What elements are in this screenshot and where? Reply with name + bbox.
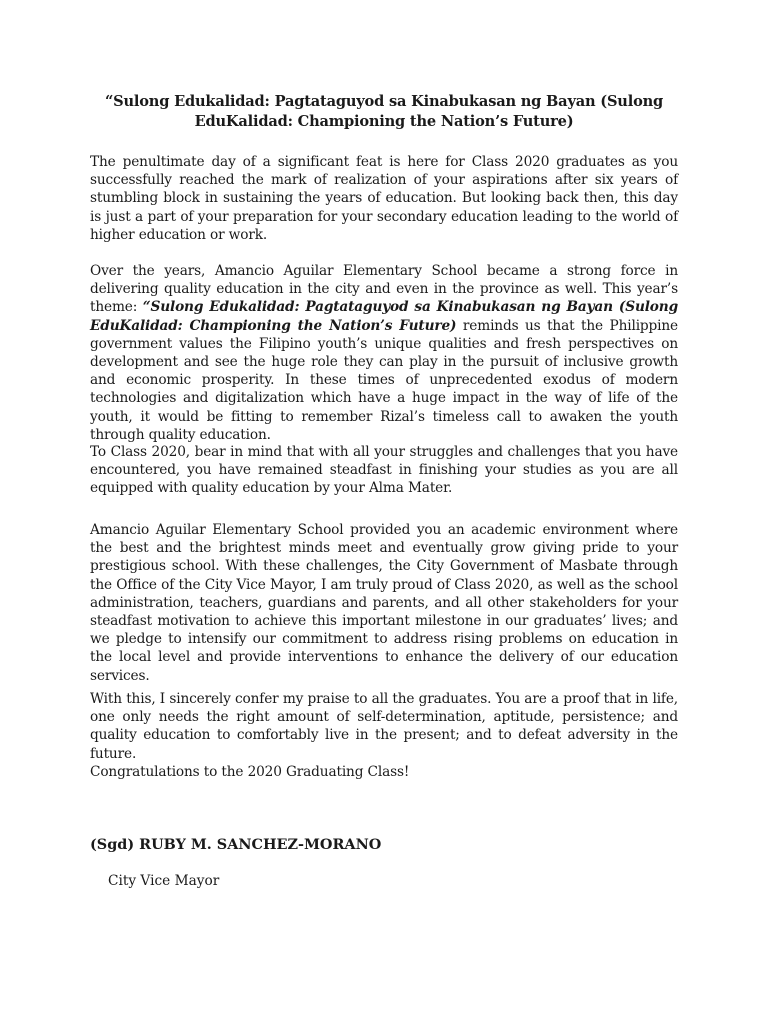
paragraph-class-2020: To Class 2020, bear in mind that with all your struggles and challenges that you have encountered, you have remained steadfast in finishing your studies as you are all equipped with quality education by your Alma Mater. [90, 444, 678, 497]
paragraph-theme-intro: Over the years, Amancio Aguilar Elementary School became a strong force in delivering quality education in the city and even in the province as well. This year’s theme: [90, 263, 678, 316]
paragraph-theme [90, 262, 678, 444]
paragraph-theme-body: reminds us that the Philippine government values the Filipino youth’s unique qualities and fresh perspectives on development and see the huge role they can play in the pursuit of inclusive growth and economic prosperity. In these times of unprecedented exodus of modern technologies and digitalization which have a huge impact in the way of life of the youth, it would be fitting to remember Rizal’s timeless call to awaken the youth through quality education. [90, 317, 678, 443]
paragraph-school: Amancio Aguilar Elementary School provided you an academic environment where the best and the brightest minds meet and eventually grow giving pride to your prestigious school. With these challenges, the City Government of Masbate through the Office of the City Vice Mayor, I am truly proud of Class 2020, as well as the school administration, teachers, guardians and parents, and all other stakeholders for your steadfast motivation to achieve this important milestone in our graduates’ lives; and we pledge to intensify our commitment to address rising problems on education in the local level and provide interventions to enhance the delivery of our education services. [90, 522, 678, 684]
paragraph-praise: With this, I sincerely confer my praise to all the graduates. You are a proof that in life, one only needs the right amount of self-determination, aptitude, persistence; and quality education to comfortably live in the present; and to defeat adversity in the future. [90, 691, 678, 762]
paragraph-congratulations: Congratulations to the 2020 Graduating Class! [90, 764, 410, 780]
document-title: “Sulong Edukalidad: Pagtataguyod sa Kinabukasan ng Bayan (Sulong EduKalidad: Championing the Nation’s Future) [104, 93, 664, 130]
theme-quote: “Sulong Edukalidad: Pagtataguyod sa Kinabukasan ng Bayan (Sulong EduKalidad: Championing the Nation’s Future) [90, 299, 678, 334]
paragraph-opening: The penultimate day of a significant feat is here for Class 2020 graduates as you successfully reached the mark of realization of your aspirations after six years of stumbling block in sustaining the years of education. But looking back then, this day is just a part of your preparation for your secondary education leading to the world of higher education or work. [90, 154, 678, 243]
signatory-position: City Vice Mayor [108, 873, 220, 889]
signatory-name: (Sgd) RUBY M. SANCHEZ-MORANO [90, 836, 382, 853]
